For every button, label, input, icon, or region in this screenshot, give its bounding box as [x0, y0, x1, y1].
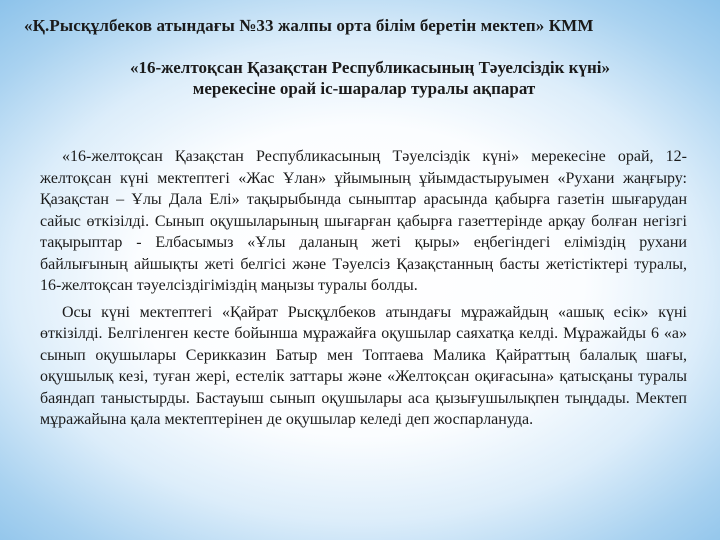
- slide-title: [60, 57, 680, 99]
- title-line-1: «16-желтоқсан Қазақстан Республикасының Тәуелсіздік күні»: [130, 58, 610, 77]
- title-line-2: мерекесіне орай іс-шаралар туралы ақпарат: [192, 79, 536, 98]
- paragraph-2: Осы күні мектептегі «Қайрат Рысқұлбеков атындағы мұражайдың «ашық есік» күні өткізілді. Белгіленген кесте бойынша мұражайға оқушылар саяхатқа келді. Мұражайды 6 «а» сынып оқушылары Серикказин Батыр мен Топтаева Малика Қайраттың балалық шағы, оқушылық кезі, туған жері, естелік заттары және «Желтоқсан оқиғасына» қатысқаны туралы баяндап таныстырды. Бастауыш сынып оқушылары аса қызығушылықпен тыңдады. Мектеп мұражайына қала мектептерінен де оқушылар келеді деп жоспарлануда.: [40, 303, 687, 428]
- organization-header: «Қ.Рысқұлбеков атындағы №33 жалпы орта білім беретін мектеп» КММ: [24, 16, 594, 35]
- paragraph-1: «16-желтоқсан Қазақстан Республикасының Тәуелсіздік күні» мерекесіне орай, 12-желтоқсан күні мектептегі «Жас Ұлан» ұйымының ұйымдастыруымен «Рухани жаңғыру: Қазақстан – Ұлы Дала Елі» тақырыбында сыныптар арасында қабырға газетін шығарудан сайыс өткізілді. Сынып оқушыларының шығарған қабырға газеттерінде арқау болған негізгі тақырыптар - Елбасымыз «Ұлы даланың жеті қыры» еңбегіндегі еліміздің рухани байлығының айшықты жеті белгісі және Тәуелсіз Қазақстанның басты жетістіктері туралы, 16-желтоқсан тәуелсіздігіміздің маңызы туралы болды.: [40, 148, 687, 294]
- slide-body: [40, 146, 687, 436]
